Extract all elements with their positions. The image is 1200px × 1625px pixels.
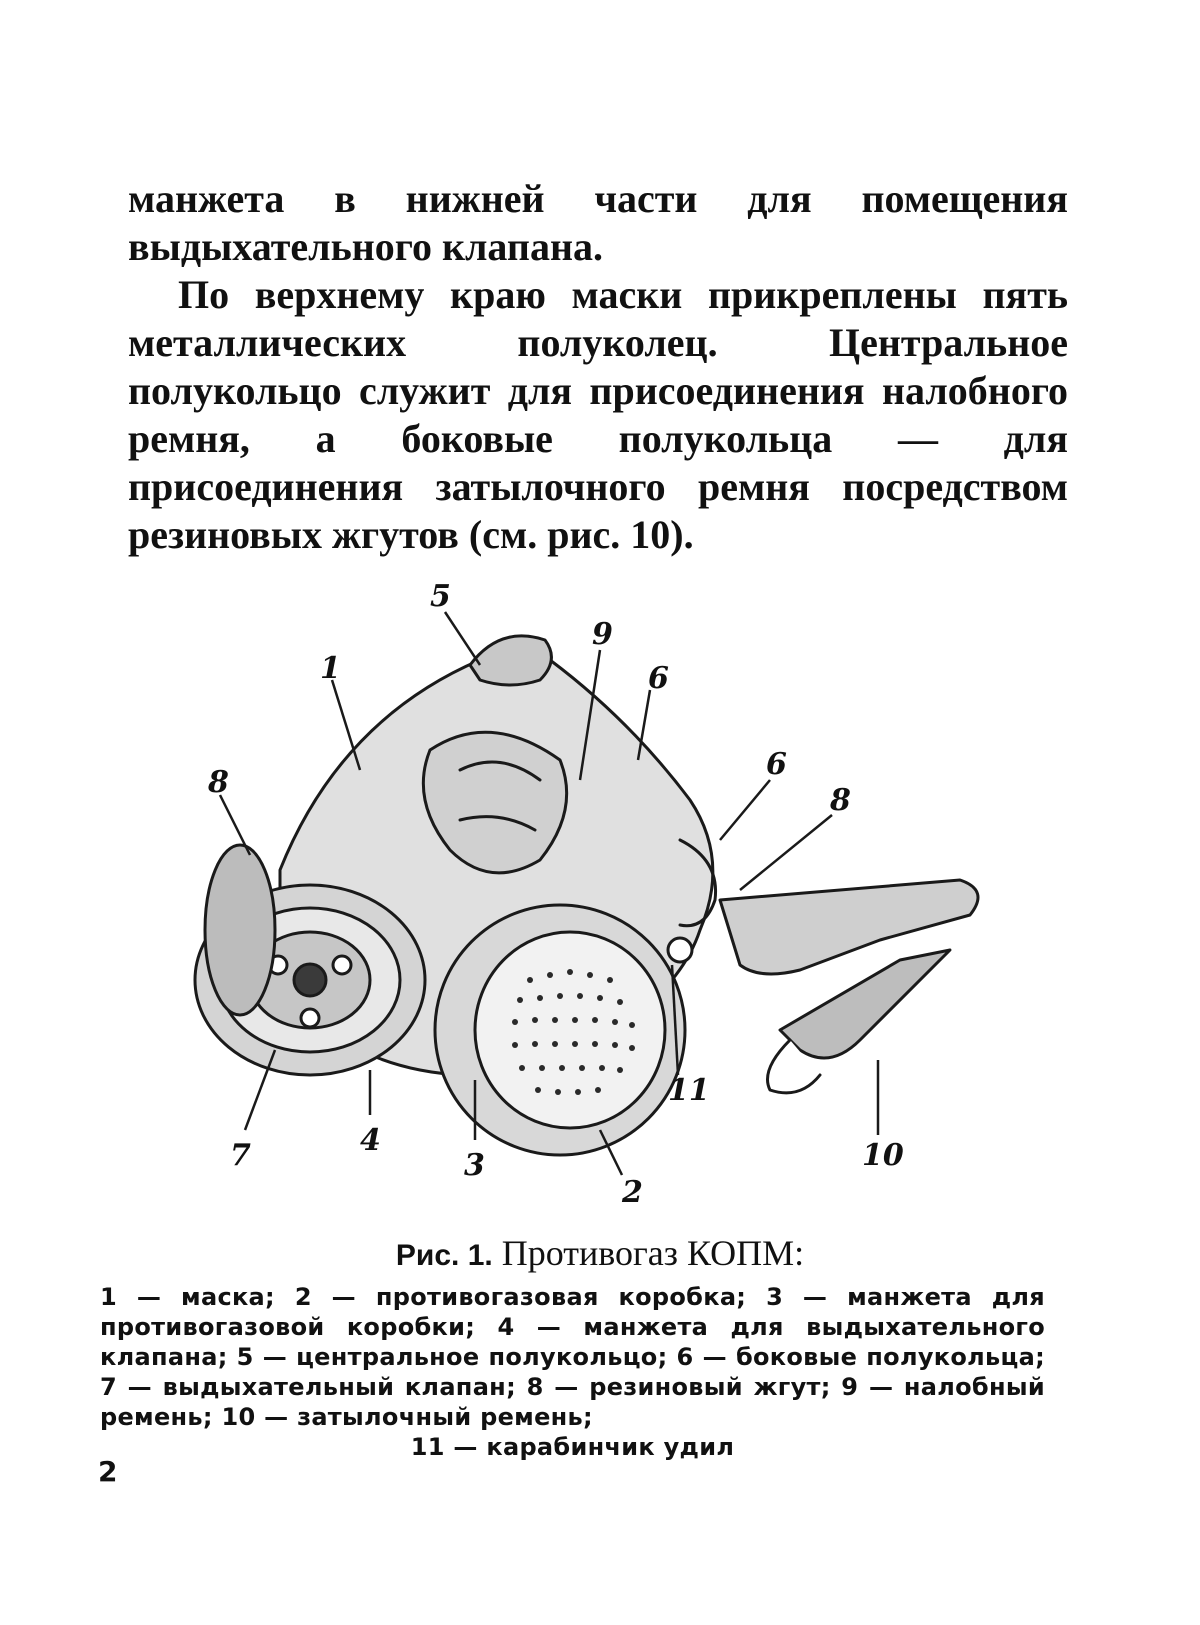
callout-2: 2 xyxy=(622,1175,643,1210)
callout-6-top: 6 xyxy=(648,661,669,696)
callout-4: 4 xyxy=(360,1123,381,1158)
figure-caption-title xyxy=(120,1232,1080,1274)
legend-last-line: 11 — карабинчик удил xyxy=(410,1433,735,1461)
callout-6-right: 6 xyxy=(766,747,787,782)
top-fitting xyxy=(470,636,551,685)
callout-8-left: 8 xyxy=(208,765,229,800)
callout-9: 9 xyxy=(592,617,613,652)
filter-grille xyxy=(475,932,665,1128)
callout-8-right: 8 xyxy=(830,783,851,818)
paragraph-masks-rings: По верхнему краю маски прикреплены пять металлических полуколец. Центральное полукольцо служит для присоединения налобного ремня, а боковые полукольца — для присоединения затылочного ремня посредством резиновых жгутов (см. рис. 10). xyxy=(128,272,1068,557)
legend-text: 1 — маска; 2 — противогазовая коробка; 3 — манжета для противогазовой коробки; 4 — манжета для выдыхательного клапана; 5 — центральное полукольцо; 6 — боковые полукольца; 7 — выдыхательный клапан; 8 — резиновый жгут; 9 — налобный ремень; 10 — затылочный ремень; xyxy=(100,1283,1045,1431)
callout-7: 7 xyxy=(230,1138,251,1173)
page-number: 2 xyxy=(98,1455,118,1488)
paragraph-continuation: манжета в нижней части для помещения выдыхательного клапана. xyxy=(128,176,1068,269)
callout-5-top: 5 xyxy=(430,579,451,614)
gas-mask-figure xyxy=(160,570,1060,1210)
figure-label: Рис. 1. xyxy=(395,1239,493,1272)
callout-10: 10 xyxy=(862,1138,904,1173)
body-text xyxy=(128,175,1068,559)
gas-mask-illustration xyxy=(160,570,1060,1210)
callout-1: 1 xyxy=(320,651,341,686)
figure-legend xyxy=(100,1282,1045,1462)
callout-3: 3 xyxy=(464,1148,485,1183)
carabiner xyxy=(668,938,692,962)
figure-title: Противогаз КОПМ: xyxy=(501,1233,805,1273)
callout-11: 11 xyxy=(668,1073,710,1108)
